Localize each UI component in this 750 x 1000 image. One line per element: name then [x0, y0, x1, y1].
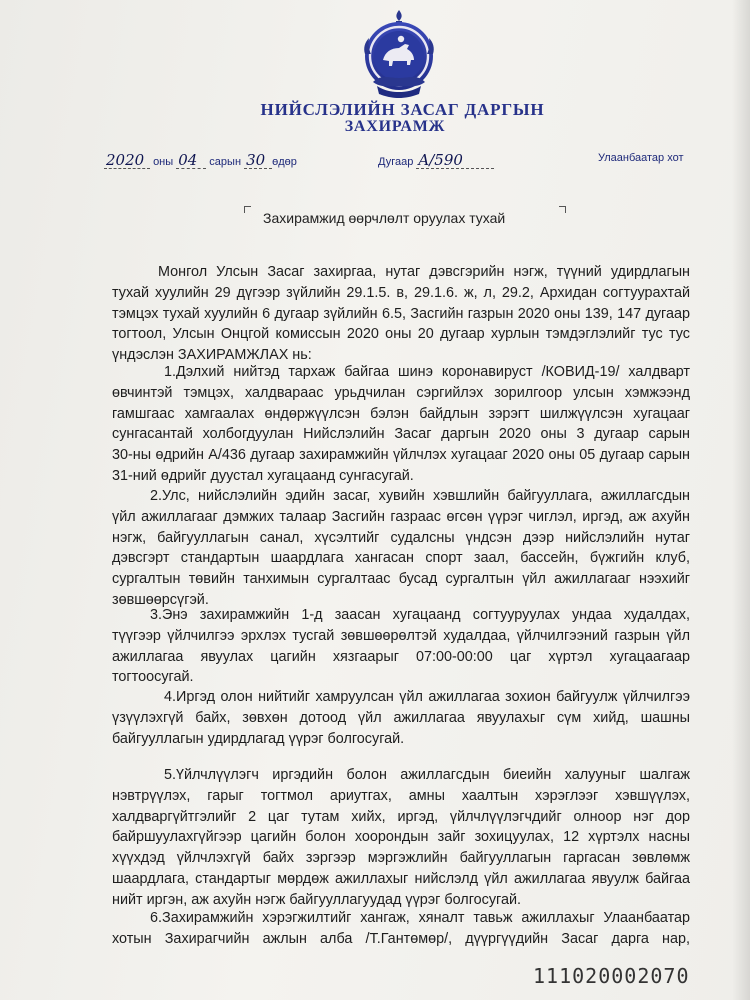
date-month: 04	[176, 152, 206, 169]
text-line: нэгж, байгууллагын санал, хүсэлтийг судалсны үндсэн дээр нийслэлийн нутаг	[112, 529, 690, 546]
text-line: 4.Иргэд олон нийтийг хамруулсан үйл ажиллагаа зохион байгуулж үйлчилгээ	[164, 689, 690, 705]
document-date	[104, 152, 297, 174]
text-line: хотын Захирагчийн ажлын алба /Т.Гантөмөр/, дүүргүүдийн Засаг дарга нар,	[112, 930, 690, 947]
text-line: тухай хуулийн 29 дүгээр зүйлийн 29.1.5. в, 29.1.6. ж, л, 29.2, Архидан согтуурахтай	[112, 284, 690, 301]
text-line: 1.Дэлхий нийтэд тархаж байгаа шинэ коронавируст /КОВИД-19/ халдварт	[164, 364, 690, 380]
date-year-suffix: оны	[153, 156, 174, 168]
text-line: 31-ний өдрийг дуустал хугацаанд сунгасугай.	[112, 467, 414, 484]
text-line: тэмцэх тухай хуулийн 6 дугаар зүйлийн 6.5, Засгийн газрын 2020 оны 139, 147 дугаар	[112, 305, 690, 322]
text-line: шаардлага, стандартыг мөрдөж ажиллахыг нийслэлд үйл ажиллагаа явуулж байгаа	[112, 870, 690, 887]
text-line: үзүүлэхгүй байх, зөвхөн дотоод үйл ажиллагаа явуулахыг сүм хийд, шашны	[112, 709, 690, 726]
text-line: нийт иргэн, аж ахуйн нэгж байгууллагуудад үүрэг болгосугай.	[112, 891, 522, 908]
text-line: сунгасантай холбогдуулан Нийслэлийн Засаг даргын 2020 оны 3 дугаар сарын	[112, 426, 690, 443]
date-month-suffix: сарын	[209, 156, 242, 168]
document-number	[378, 152, 494, 174]
text-line: түүгээр үйлчилгээ эрхлэх тусгай зөвшөөрөлтэй худалдаа, үйлчилгээний газрын үйл	[112, 627, 690, 644]
paragraph-item-5	[112, 765, 690, 911]
subject-bracket-left	[244, 206, 251, 213]
text-line: халдваргүйтгэлийг 2 цаг тутам хийх, иргэд, үйлчлүүлэгчдийг олноор нэг дор	[112, 808, 690, 825]
text-line: байршуулахгүйгээр цагийн болон хоорондын зайг зохицуулах, 12 хүртэлх насны	[112, 829, 690, 846]
text-line: 30-ны өдрийн А/436 дугаар захирамжийн үйлчлэх хугацааг 2020 оны 05 дугаар сарын	[112, 447, 690, 464]
text-line: тогтоосугай.	[112, 669, 194, 686]
number-label: Дугаар	[378, 156, 414, 168]
text-line: гамшгаас хамгаалах өндөржүүлсэн бэлэн байдлын зэрэгт шилжүүлсэн хугацааг	[112, 405, 690, 422]
text-line: 3.Энэ захирамжийн 1-д заасан хугацаанд согтууруулах ундаа худалдах,	[150, 607, 690, 623]
document-type-title: ЗАХИРАМЖ	[344, 118, 446, 135]
document-subject: Захирамжид өөрчлөлт оруулах тухай	[263, 210, 506, 226]
date-year: 2020	[104, 152, 150, 169]
text-line: ажиллагаа явуулах цагийн хязгаарыг 07:00-00:00 цаг хүртэл хугацаагаар	[112, 648, 690, 665]
paragraph-item-6	[112, 908, 690, 950]
paragraph-item-1	[112, 362, 690, 487]
text-line: хүүхдэд үйлчлэхгүй байх зэргээр мэргэжлийн байгууллагын гаргасан зөвлөмж	[112, 850, 690, 867]
text-line: 5.Үйлчлүүлэгч иргэдийн болон ажиллагсдын биеийн халууныг шалгаж	[164, 767, 690, 783]
date-day-suffix: өдөр	[272, 156, 297, 168]
text-line: өвчинтэй тэмцэх, халдвараас урьдчилан сэргийлэх зорилгоор улсын хэмжээнд	[112, 384, 690, 401]
text-line: 6.Захирамжийн хэрэгжилтийг хангаж, хяналт тавьж ажиллахыг Улаанбаатар	[150, 910, 690, 926]
document-serial-number: 111020002070	[533, 964, 690, 988]
paragraph-item-2	[112, 486, 690, 611]
text-line: нэвтрүүлэх, гарыг тогтмол ариутгах, амны хаалтын хэрэглээг хэвшүүлэх,	[112, 787, 690, 804]
text-line: сургалтын төвийн танхимын сургалтаас бусад сургалтын үйл ажиллагааг нээхийг	[112, 571, 690, 588]
text-line: Монгол Улсын Засаг захиргаа, нутаг дэвсгэрийн нэгж, түүний удирдлагын	[158, 264, 690, 280]
text-line: зөвшөөрсүгэй.	[112, 591, 209, 608]
text-line: байгууллагын удирдлагад үүрэг болгосугай.	[112, 730, 405, 747]
page-edge-shadow	[732, 0, 750, 1000]
text-line: үйл ажиллагааг дэмжих талаар Засгийн газраас өгсөн үүрэг чиглэл, иргэд, аж ахуйн	[112, 508, 690, 525]
paragraph-item-3	[112, 605, 690, 688]
paragraph-item-4	[112, 687, 690, 749]
issuer-title: НИЙСЛЭЛИЙН ЗАСАГ ДАРГЫН	[260, 100, 545, 119]
number-value: A/590	[416, 152, 494, 169]
text-line: дэвсгэрт стандартын шаардлага хангасан спорт заал, бассейн, бүжгийн клуб,	[112, 550, 690, 567]
text-line: тогтоол, Улсын Онцгой комиссын 2020 оны 20 дугаар хурлын тэмдэглэлийг тус тус	[112, 326, 690, 343]
subject-bracket-right	[559, 206, 566, 213]
date-day: 30	[244, 152, 272, 169]
paragraph-preamble	[112, 262, 690, 366]
text-line: 2.Улс, нийслэлийн эдийн засаг, хувийн хэвшлийн байгууллага, ажиллагсдын	[150, 488, 690, 504]
issue-city: Улаанбаатар хот	[598, 152, 684, 164]
text-line: үндэслэн ЗАХИРАМЖЛАХ нь:	[112, 347, 312, 364]
state-emblem-icon	[359, 8, 439, 100]
